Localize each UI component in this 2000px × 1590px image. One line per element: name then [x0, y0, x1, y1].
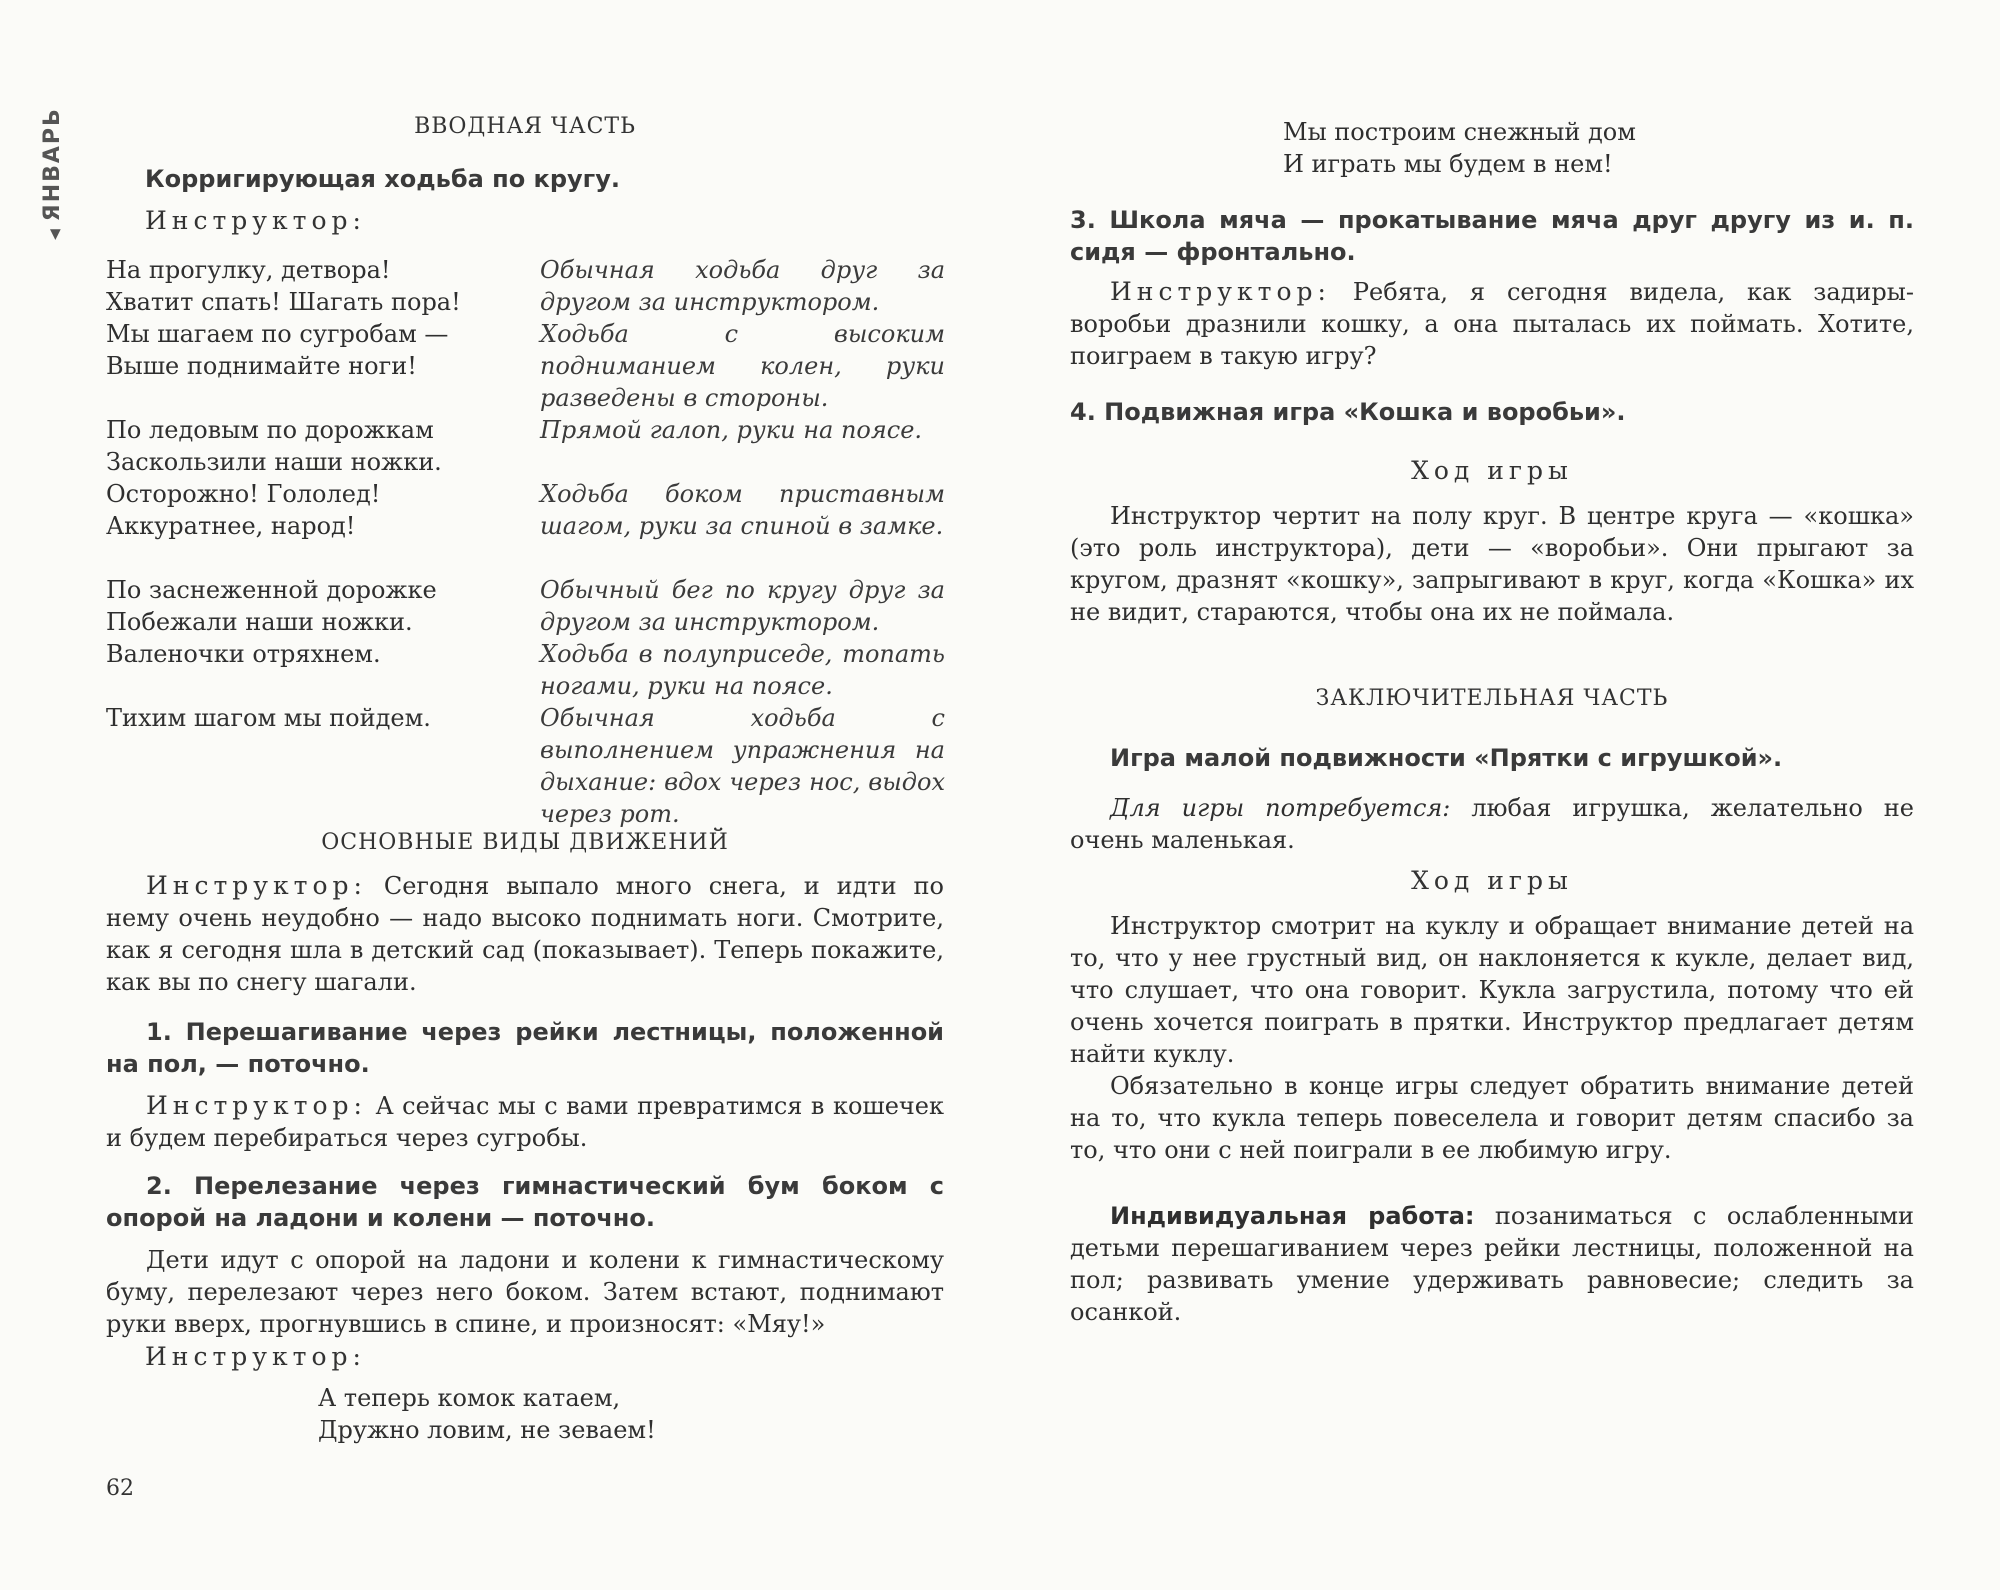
verse-line: На прогулку, детвора!: [106, 256, 391, 284]
main-movements-heading: ОСНОВНЫЕ ВИДЫ ДВИЖЕНИЙ: [321, 830, 729, 855]
needs-text: любая игрушка, желательно не очень маленькая.: [1070, 794, 1914, 854]
verse-line: По заснеженной дорожке: [106, 576, 437, 604]
exercise-3-text: Ребята, я сегодня видела, как задиры-воробьи дразнили кошку, а она пыталась их поймать. Хотите, поиграем в такую игру?: [1070, 278, 1914, 370]
verse-line: Дружно ловим, не зеваем!: [318, 1416, 656, 1444]
section-tab: [40, 107, 65, 240]
remark: Ходьба боком приставным шагом, руки за спиной в замке.: [540, 480, 945, 540]
game2-heading: Ход игры: [1411, 866, 1573, 895]
game-heading: Ход игры: [1411, 456, 1573, 485]
verse-line: Заскользили наши ножки.: [106, 448, 442, 476]
remark: Прямой галоп, руки на поясе.: [540, 416, 923, 444]
intro-heading: ВВОДНАЯ ЧАСТЬ: [414, 114, 636, 139]
needs-label: Для игры потребуется:: [1110, 794, 1451, 822]
verse-line: Осторожно! Гололед!: [106, 480, 381, 508]
remark: Обычный бег по кругу друг за другом за инструктором.: [540, 576, 945, 636]
remark: Обычная ходьба друг за другом за инструктором.: [540, 256, 945, 316]
exercise-1-title: 1. Перешагивание через рейки лестницы, положенной на пол, — поточно.: [106, 1018, 944, 1078]
section-tab-label: ЯНВАРЬ: [40, 107, 65, 222]
final-heading: ЗАКЛЮЧИТЕЛЬНАЯ ЧАСТЬ: [1315, 686, 1669, 711]
verse-line: Хватит спать! Шагать пора!: [106, 288, 461, 316]
verse-line: Валеночки отряхнем.: [106, 640, 381, 668]
main-intro-paragraph: [106, 870, 944, 998]
individual-work-paragraph: [1070, 1200, 1914, 1328]
game2-text-1: Инструктор смотрит на куклу и обращает внимание детей на то, что у нее грустный вид, он наклоняется к кукле, делает вид, что слушает, что она говорит. Кукла загрустила, потому что ей очень хочется поиграть в прятки. Инструктор предлагает детям найти куклу.: [1070, 912, 1914, 1068]
verse-line: Мы шагаем по сугробам —: [106, 320, 449, 348]
verse-line: И играть мы будем в нем!: [1283, 150, 1613, 178]
instructor-label: Инструктор:: [145, 1342, 366, 1371]
exercise-1-paragraph: [106, 1090, 944, 1154]
corrective-walk-title: Корригирующая ходьба по кругу.: [145, 165, 620, 193]
exercise-2-text: Дети идут с опорой на ладони и колени к гимнастическому буму, перелезают через него боком. Затем встают, поднимают руки вверх, прогнувшись в спине, и произносят: «Мяу!»: [106, 1246, 944, 1338]
exercise-4-title: 4. Подвижная игра «Кошка и воробьи».: [1070, 398, 1626, 426]
remark: Обычная ходьба с выполнением упражнения на дыхание: вдох через нос, выдох через рот.: [540, 704, 945, 828]
page-number: 62: [106, 1476, 134, 1501]
individual-work-label: Индивидуальная работа:: [1110, 1202, 1475, 1230]
exercise-3-title: 3. Школа мяча — прокатывание мяча друг другу из и. п. сидя — фронтально.: [1070, 206, 1914, 266]
instructor-label: Инструктор:: [146, 871, 367, 900]
right-page: [1000, 0, 2000, 1590]
remark: Ходьба в полуприседе, топать ногами, руки на поясе.: [540, 640, 945, 700]
instructor-label: Инструктор:: [1110, 277, 1331, 306]
verse-line: По ледовым по дорожкам: [106, 416, 434, 444]
individual-work-text: позаниматься с ослабленными детьми перешагиванием через рейки лестницы, положенной на пол; развивать умение удерживать равновесие; следить за осанкой.: [1070, 1202, 1914, 1326]
exercise-3-paragraph: [1070, 276, 1914, 372]
verse-line: Аккуратнее, народ!: [106, 512, 356, 540]
main-intro-text: Сегодня выпало много снега, и идти по нему очень неудобно — надо высоко поднимать ноги. Смотрите, как я сегодня шла в детский сад (показывает). Теперь покажите, как вы по снегу шагали.: [106, 872, 944, 996]
verse-line: А теперь комок катаем,: [318, 1384, 621, 1412]
verse-line: Тихим шагом мы пойдем.: [106, 704, 431, 732]
verse-line: Мы построим снежный дом: [1283, 118, 1636, 146]
game2-text-2: Обязательно в конце игры следует обратить внимание детей на то, что кукла теперь повеселела и говорит детям спасибо за то, что они с ней поиграли в ее любимую игру.: [1070, 1072, 1914, 1164]
triangle-icon: ◀: [47, 227, 63, 240]
remark: Ходьба с высоким подниманием колен, руки разведены в стороны.: [540, 320, 945, 412]
instructor-label: Инструктор:: [146, 1091, 367, 1120]
verse-line: Выше поднимайте ноги!: [106, 352, 417, 380]
needs-paragraph: [1070, 792, 1914, 856]
game-text: Инструктор чертит на полу круг. В центре круга — «кошка» (это роль инструктора), дети — «воробьи». Они прыгают за кругом, дразнят «кошку», запрыгивают в круг, когда «Кошка» их не видит, стараются, чтобы она их не поймала.: [1070, 502, 1914, 626]
exercise-1-text: А сейчас мы с вами превратимся в кошечек и будем перебираться через сугробы.: [106, 1092, 944, 1152]
verse-line: Побежали наши ножки.: [106, 608, 413, 636]
instructor-label: Инструктор:: [145, 206, 366, 235]
exercise-2-title: 2. Перелезание через гимнастический бум боком с опорой на ладони и колени — поточно.: [106, 1172, 944, 1232]
final-game-title: Игра малой подвижности «Прятки с игрушкой».: [1110, 744, 1783, 772]
